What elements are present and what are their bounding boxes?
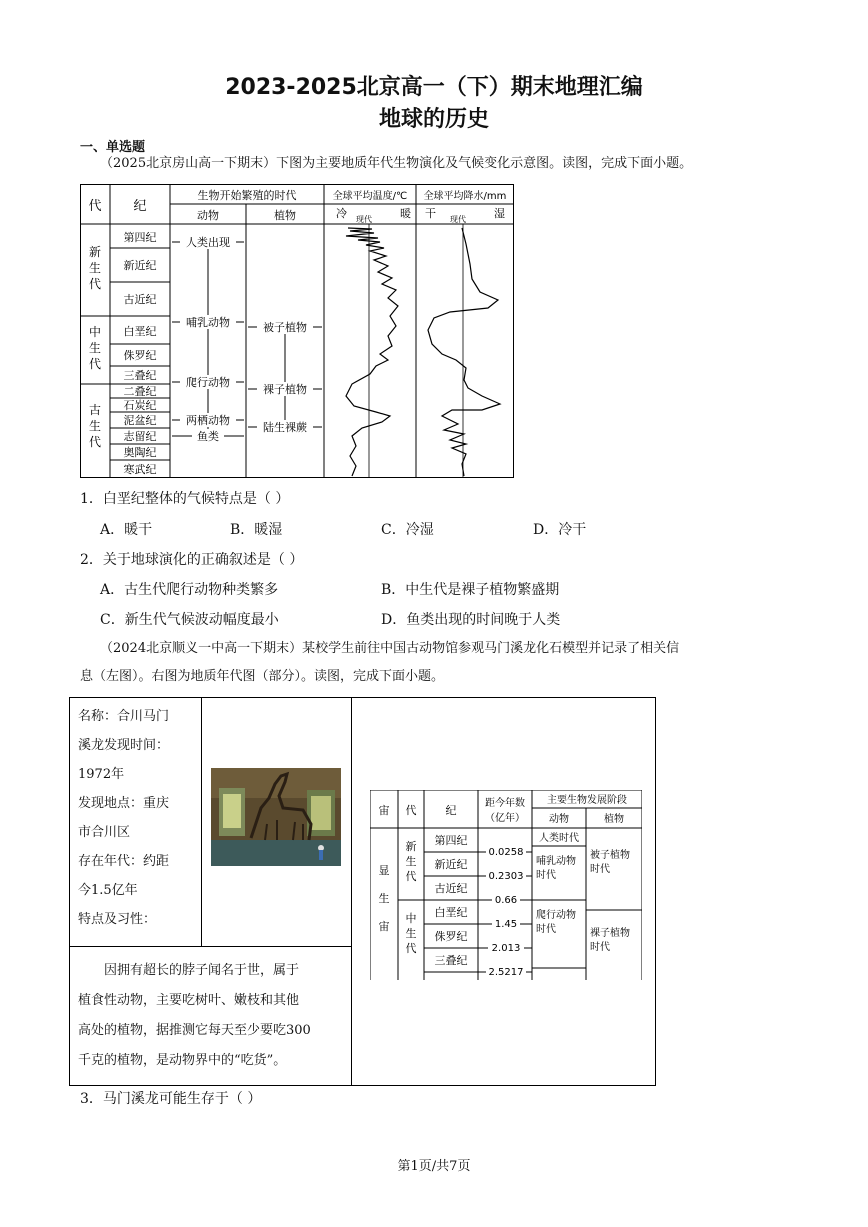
- t2-plant-stage-gymnosperm: 裸子植物时代: [590, 928, 630, 953]
- info-line: 特点及习性：: [78, 912, 157, 927]
- question-1-stem: 1．白垩纪整体的气候特点是（ ）: [80, 491, 290, 507]
- question-2-stem: 2．关于地球演化的正确叙述是（ ）: [80, 552, 304, 568]
- t2-header-plant: 植物: [604, 814, 624, 825]
- dinosaur-fossil-photo: [211, 768, 341, 866]
- q2-option-a[interactable]: A．古生代爬行动物种类繁多: [100, 582, 279, 598]
- t2-period: 侏罗纪: [434, 930, 468, 943]
- geologic-time-climate-figure: [80, 184, 514, 478]
- plant-angiosperm: 被子植物: [263, 321, 307, 334]
- t2-header-stage: 主要生物发展阶段: [547, 795, 627, 806]
- q2-option-c[interactable]: C．新生代气候波动幅度最小: [100, 612, 279, 628]
- info-line: 发现地点：重庆: [78, 796, 170, 811]
- col-header-plant: 植物: [274, 209, 296, 222]
- t2-period: 第四纪: [434, 834, 468, 847]
- desc-line: 千克的植物，是动物界中的“吃货”。: [78, 1053, 287, 1068]
- q1-option-b[interactable]: B．暖湿: [230, 522, 283, 538]
- col-header-ji: 纪: [133, 199, 147, 214]
- info-line: 今1.5亿年: [78, 883, 138, 898]
- period-paleogene: 古近纪: [123, 293, 157, 306]
- era-mesozoic: 中生代: [88, 325, 102, 371]
- era-paleozoic: 古生代: [88, 403, 102, 449]
- animal-reptile: 爬行动物: [186, 376, 230, 389]
- temp-warm-label: 暖: [400, 207, 411, 220]
- col-header-temp: 全球平均温度/℃: [332, 191, 408, 202]
- period-devonian: 泥盆纪: [123, 414, 157, 427]
- dinosaur-info-text: [78, 702, 202, 934]
- page-footer: 第1页/共7页: [397, 1159, 471, 1174]
- question-intro-2-line1: （2024北京顺义一中高一下期末）某校学生前往中国古动物馆参观马门溪龙化石模型并记录了相关信: [100, 641, 680, 656]
- period-neogene: 新近纪: [123, 259, 157, 272]
- q1-option-c[interactable]: C．冷湿: [381, 522, 434, 538]
- animal-human: 人类出现: [186, 236, 230, 249]
- period-cambrian: 寒武纪: [123, 463, 157, 476]
- t2-eon-phanerozoic: 显生宙: [378, 864, 390, 933]
- temp-now-label: 现代: [356, 215, 372, 224]
- period-jurassic: 侏罗纪: [123, 349, 157, 362]
- t2-age: 0.0258: [488, 847, 524, 858]
- t2-age: 0.2303: [488, 871, 524, 882]
- period-triassic: 三叠纪: [123, 369, 157, 382]
- document-title: 2023-2025北京高一（下）期末地理汇编: [225, 75, 643, 100]
- t2-period: 新近纪: [434, 858, 468, 871]
- t2-header-animal: 动物: [549, 814, 569, 825]
- col-header-dai: 代: [88, 199, 102, 214]
- t2-period: 白垩纪: [434, 906, 468, 919]
- t2-age: 0.66: [494, 895, 518, 906]
- period-ordovician: 奥陶纪: [123, 446, 157, 459]
- period-quaternary: 第四纪: [123, 231, 157, 244]
- geologic-time-table: [370, 790, 642, 980]
- era-cenozoic: 新生代: [88, 245, 102, 291]
- rain-now-label: 现代: [450, 215, 466, 224]
- question-intro-1: （2025北京房山高一下期末）下图为主要地质年代生物演化及气候变化示意图。读图，完成下面小题。: [100, 156, 693, 171]
- col-header-bio: 生物开始繁殖的时代: [197, 189, 297, 202]
- q1-option-a[interactable]: A．暖干: [100, 522, 153, 538]
- info-line: 存在年代：约距: [78, 854, 170, 869]
- period-cretaceous: 白垩纪: [123, 325, 157, 338]
- t2-era-mesozoic: 中生代: [405, 912, 417, 955]
- info-line: 1972年: [78, 767, 125, 782]
- t2-age: 2.5217: [488, 967, 524, 978]
- document-subtitle: 地球的历史: [378, 107, 489, 132]
- col-header-rain: 全球平均降水/mm: [423, 191, 507, 202]
- plant-psilophyte: 陆生裸蕨: [263, 421, 307, 434]
- t2-age: 2.013: [491, 943, 521, 954]
- rain-wet-label: 湿: [494, 207, 505, 220]
- desc-line: 因拥有超长的脖子闻名于世，属于: [104, 963, 300, 978]
- t2-era-cenozoic: 新生代: [405, 840, 417, 883]
- info-line: 名称：合川马门: [78, 709, 170, 724]
- t2-animal-stage-reptile: 爬行动物时代: [536, 910, 576, 935]
- t2-header-age-unit: （亿年）: [485, 813, 525, 824]
- t2-animal-stage-mammal: 哺乳动物时代: [536, 856, 576, 881]
- rainfall-curve: [428, 228, 500, 476]
- info-line: 溪龙发现时间：: [78, 738, 170, 753]
- t2-header-age: 距今年数: [485, 798, 525, 809]
- period-permian: 二叠纪: [123, 385, 157, 398]
- rain-dry-label: 干: [425, 207, 436, 220]
- animal-mammal: 哺乳动物: [186, 316, 230, 329]
- t2-plant-stage-angiosperm: 被子植物时代: [590, 850, 630, 875]
- t2-header-zhou: 宙: [378, 804, 390, 817]
- period-carboniferous: 石炭纪: [123, 399, 157, 412]
- temp-cold-label: 冷: [336, 207, 347, 220]
- question-intro-2-line2: 息（左图）。右图为地质年代图（部分）。读图，完成下面小题。: [80, 669, 445, 684]
- t2-header-ji: 纪: [445, 804, 457, 817]
- figure-1-svg: [80, 184, 514, 478]
- desc-line: 植食性动物，主要吃树叶、嫩枝和其他: [78, 993, 300, 1008]
- dinosaur-info-card: [69, 697, 656, 1086]
- animal-amphibian: 两栖动物: [186, 414, 230, 427]
- col-header-animal: 动物: [197, 209, 219, 222]
- question-3-stem: 3．马门溪龙可能生存于（ ）: [80, 1091, 262, 1107]
- t2-age: 1.45: [494, 919, 518, 930]
- temperature-curve: [346, 228, 398, 476]
- info-line: 市合川区: [78, 825, 131, 840]
- section-title: 一、单选题: [80, 140, 146, 155]
- q2-option-b[interactable]: B．中生代是裸子植物繁盛期: [381, 582, 560, 598]
- period-silurian: 志留纪: [123, 430, 157, 443]
- dinosaur-description: [78, 956, 344, 1076]
- q2-option-d[interactable]: D．鱼类出现的时间晚于人类: [381, 612, 561, 628]
- t2-animal-stage: 人类时代: [539, 833, 579, 844]
- animal-fish: 鱼类: [197, 430, 219, 443]
- desc-line: 高处的植物，据推测它每天至少要吃300: [78, 1023, 311, 1038]
- q1-option-d[interactable]: D．冷干: [533, 522, 587, 538]
- plant-gymnosperm: 裸子植物: [263, 383, 307, 396]
- t2-header-dai: 代: [405, 804, 417, 817]
- t2-period: 古近纪: [434, 882, 468, 895]
- t2-period: 三叠纪: [434, 954, 468, 967]
